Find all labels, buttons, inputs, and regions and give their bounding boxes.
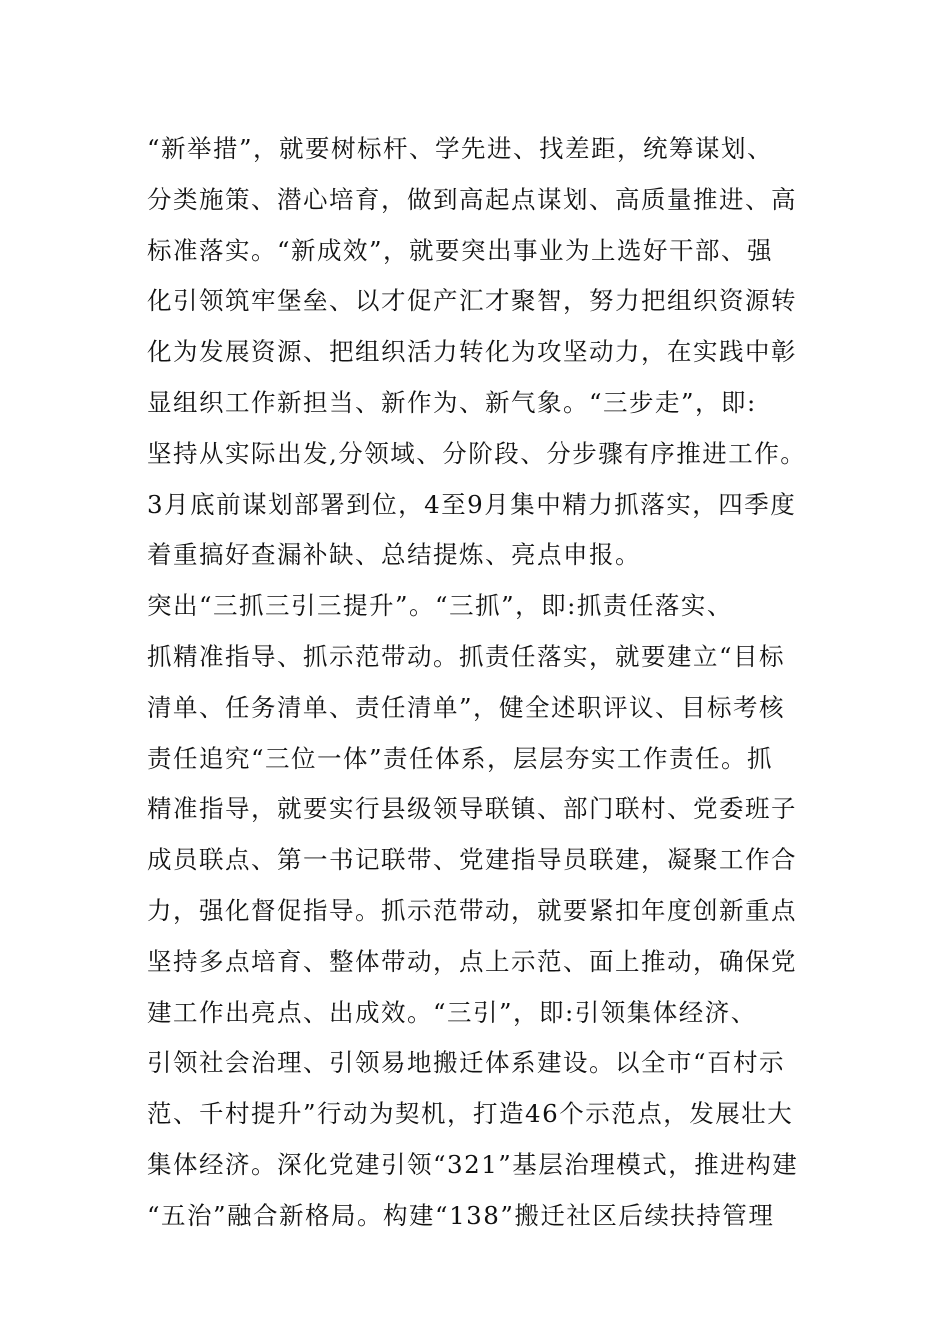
text-line-8: 3月底前谋划部署到位，4至9月集中精力抓落实，四季度 [147, 489, 797, 519]
text-line-18: 建工作出亮点、出成效。“三引”，即:引领集体经济、 [147, 997, 757, 1027]
text-line-3: 标准落实。“新成效”，就要突出事业为上选好干部、强 [147, 235, 774, 265]
text-line-11: 抓精准指导、抓示范带动。抓责任落实，就要建立“目标 [147, 641, 786, 671]
text-line-2: 分类施策、潜心培育，做到高起点谋划、高质量推进、高 [147, 184, 797, 214]
text-line-1: “新举措”，就要树标杆、学先进、找差距，统筹谋划、 [147, 134, 774, 163]
text-line-6: 显组织工作新担当、新作为、新气象。“三步走”，即: [147, 387, 757, 417]
text-line-9: 着重搞好查漏补缺、总结提炼、亮点申报。 [147, 540, 641, 570]
text-line-13: 责任追究“三位一体”责任体系，层层夯实工作责任。抓 [147, 743, 774, 773]
text-line-14: 精准指导，就要实行县级领导联镇、部门联村、党委班子 [147, 794, 797, 824]
text-line-21: 集体经济。深化党建引领“321”基层治理模式，推进构建 [147, 1149, 799, 1179]
text-line-20: 范、千村提升”行动为契机，打造46个示范点，发展壮大 [147, 1099, 794, 1129]
text-line-22: “五治”融合新格局。构建“138”搬迁社区后续扶持管理 [147, 1200, 775, 1230]
text-line-7: 坚持从实际出发,分领域、分阶段、分步骤有序推进工作。 [147, 438, 807, 468]
text-line-16: 力，强化督促指导。抓示范带动，就要紧扣年度创新重点 [147, 895, 797, 925]
text-line-19: 引领社会治理、引领易地搬迁体系建设。以全市“百村示 [147, 1048, 786, 1078]
text-line-15: 成员联点、第一书记联带、党建指导员联建，凝聚工作合 [147, 845, 797, 875]
text-line-4: 化引领筑牢堡垒、以才促产汇才聚智，努力把组织资源转 [147, 286, 797, 316]
text-line-12: 清单、任务清单、责任清单”，健全述职评议、目标考核 [147, 692, 786, 722]
text-line-5: 化为发展资源、把组织活力转化为攻坚动力，在实践中彰 [147, 337, 797, 367]
text-line-17: 坚持多点培育、整体带动，点上示范、面上推动，确保党 [147, 946, 797, 976]
body-text [147, 124, 827, 1242]
text-line-10: 突出“三抓三引三提升”。“三抓”，即:抓责任落实、 [147, 591, 733, 621]
